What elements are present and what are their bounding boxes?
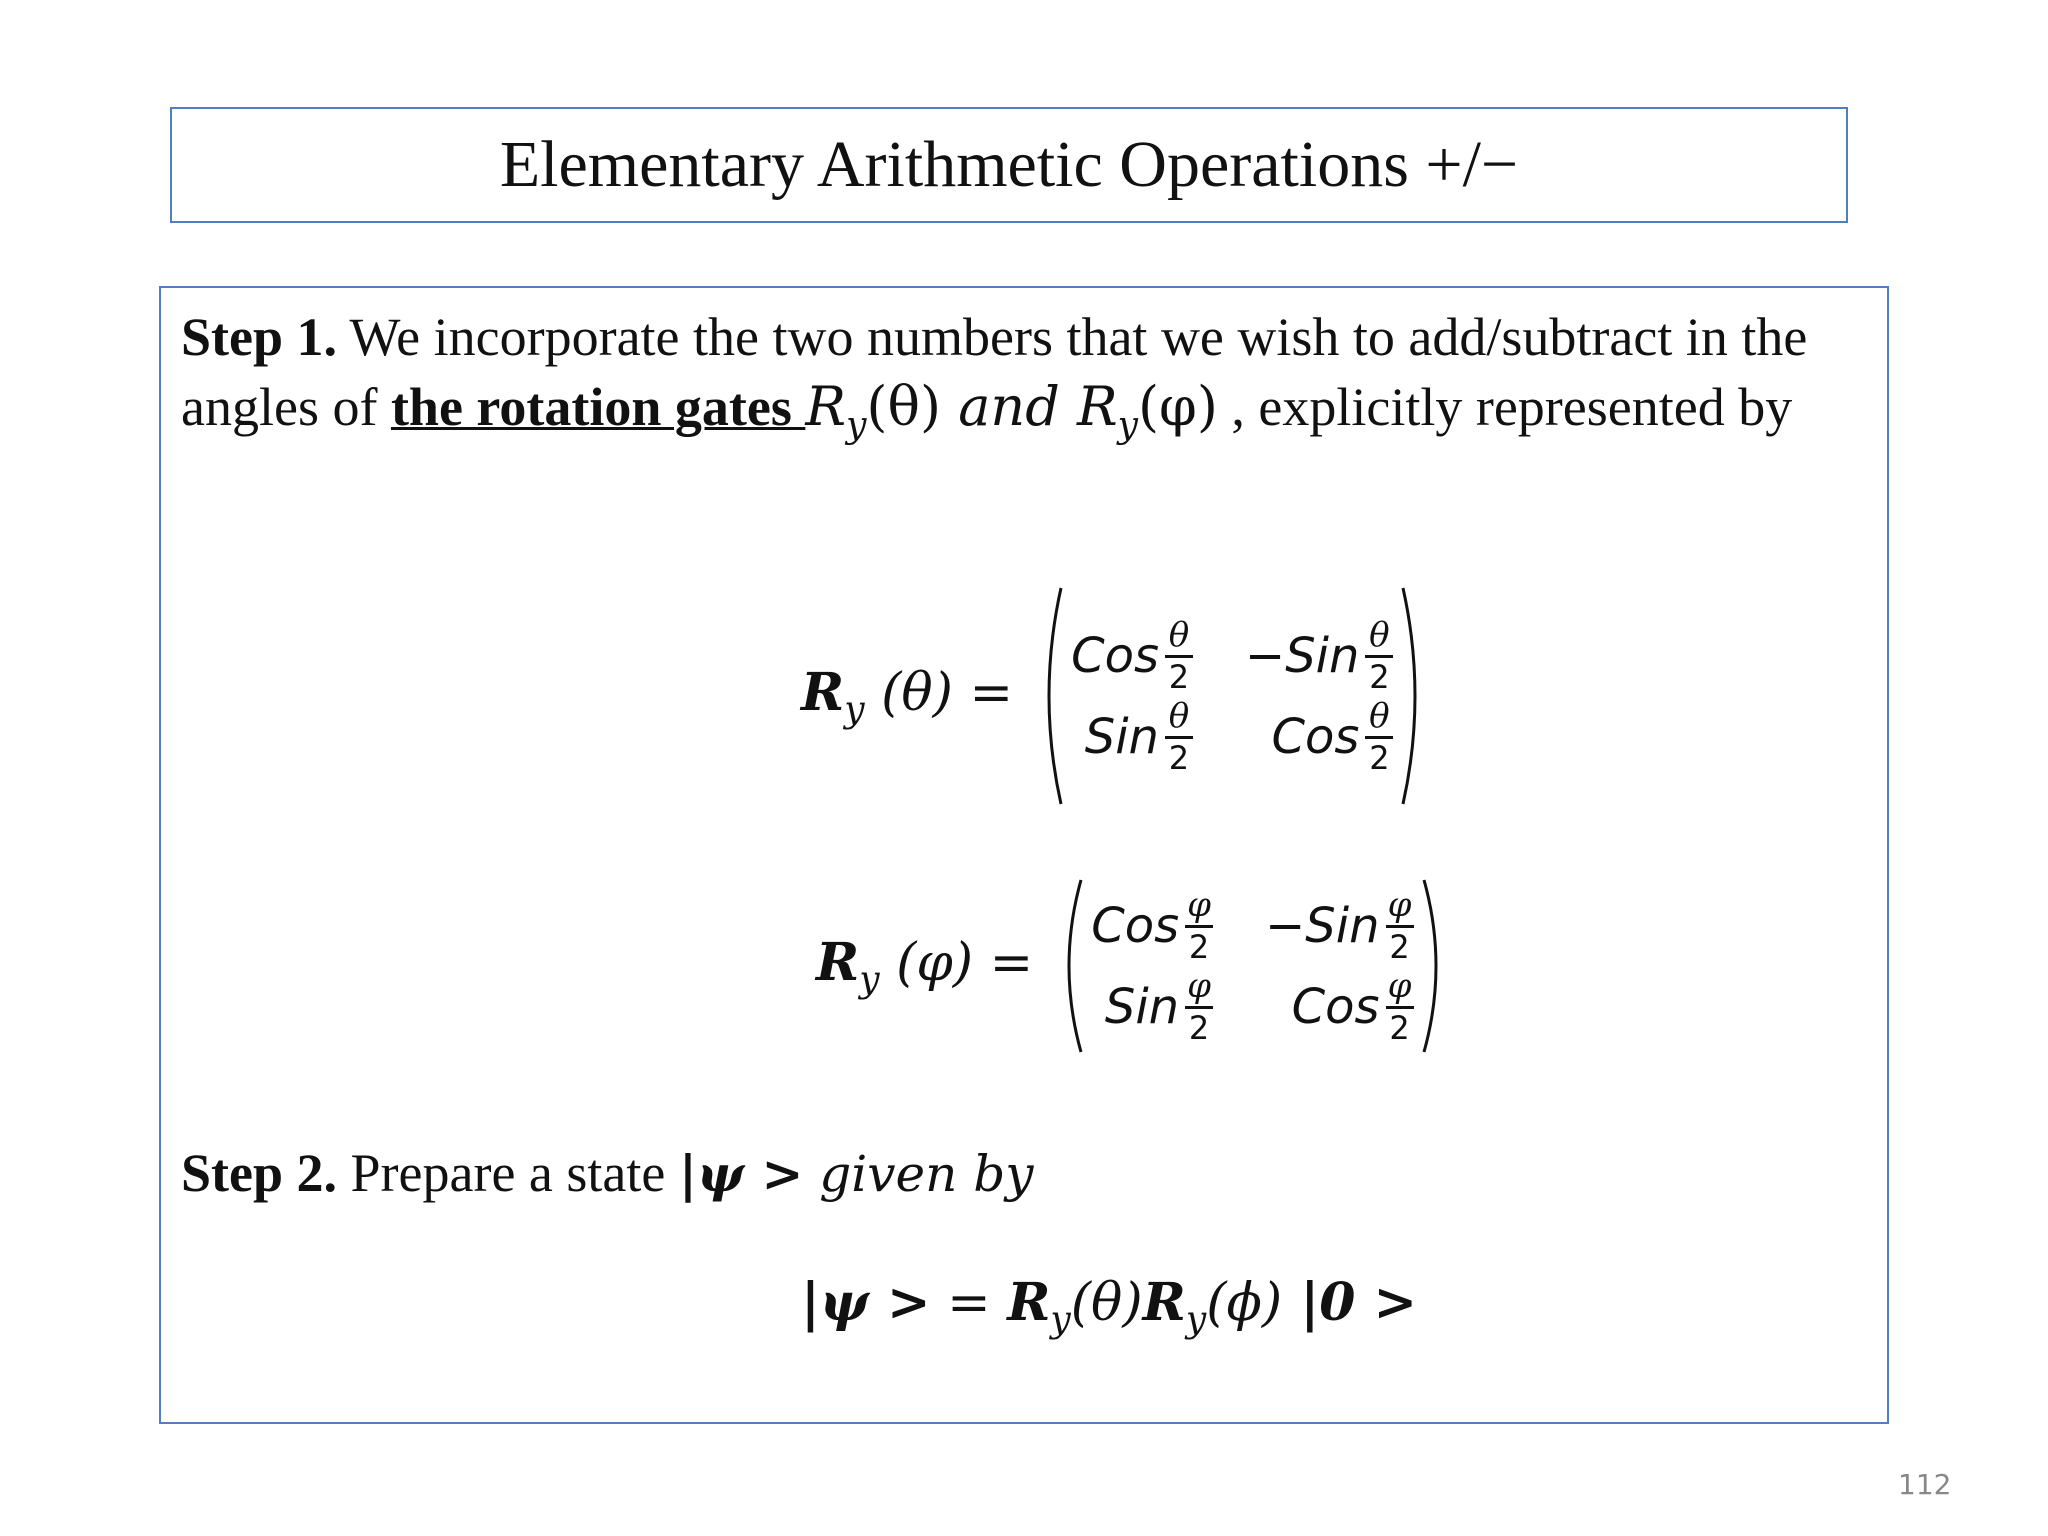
fraction-numerator: θ bbox=[1369, 615, 1390, 655]
step1-paragraph bbox=[181, 302, 1871, 461]
slide-title: Elementary Arithmetic Operations +/− bbox=[499, 128, 1519, 201]
matrix-cell-fraction bbox=[1185, 966, 1213, 1047]
rotation-gates-link-text: the rotation gates bbox=[390, 377, 806, 437]
fraction-numerator: θ bbox=[1369, 696, 1390, 736]
psi-ket: |ψ > bbox=[678, 1144, 804, 1203]
matrix-cell bbox=[1091, 966, 1213, 1047]
matrix-cell bbox=[1071, 615, 1193, 696]
fraction-denominator: 2 bbox=[1389, 1009, 1410, 1047]
matrix-cell-fraction bbox=[1165, 696, 1193, 777]
step1-text-b: , explicitly represented by bbox=[1217, 377, 1793, 437]
matrix-cell-fraction bbox=[1386, 966, 1414, 1047]
matrix-cell bbox=[1265, 885, 1413, 966]
left-paren bbox=[1035, 584, 1065, 808]
step2-label: Step 2. bbox=[181, 1143, 338, 1203]
fraction-denominator: 2 bbox=[1369, 739, 1390, 777]
and-word: and bbox=[941, 375, 1077, 438]
fraction-denominator: 2 bbox=[1188, 1009, 1210, 1047]
matrix-cell bbox=[1071, 696, 1193, 777]
matrix-theta bbox=[1035, 584, 1429, 808]
slide-title-box bbox=[170, 107, 1848, 223]
fraction-numerator: θ bbox=[1168, 696, 1190, 736]
step2-text: Prepare a state bbox=[337, 1143, 679, 1203]
matrix-cell-fraction bbox=[1386, 885, 1414, 966]
matrix-cell bbox=[1245, 696, 1393, 777]
ry-theta-inline: $R_y(\theta)$ bbox=[805, 375, 942, 446]
matrix-cell-function: Sin bbox=[1084, 708, 1159, 765]
fraction-numerator: φ bbox=[1387, 966, 1412, 1006]
final-equation: |ψ > = $R_y(\theta)R_y(\phi) |0$ > bbox=[801, 1272, 1418, 1341]
fraction-denominator: 2 bbox=[1168, 658, 1190, 696]
matrix-cell-function: Cos bbox=[1271, 708, 1360, 765]
matrix-cell-fraction bbox=[1365, 615, 1393, 696]
matrix-cell-function: Cos bbox=[1291, 978, 1380, 1035]
fraction-denominator: 2 bbox=[1369, 658, 1390, 696]
matrix-cell bbox=[1245, 615, 1393, 696]
matrix-cell-function: Cos bbox=[1071, 627, 1159, 684]
page-number: 112 bbox=[1898, 1468, 1952, 1501]
matrix-cell-fraction bbox=[1165, 615, 1193, 696]
matrix-cell bbox=[1265, 966, 1413, 1047]
fraction-numerator: φ bbox=[1187, 885, 1211, 925]
ry-phi-inline: $R_y(\varphi)$ bbox=[1076, 375, 1218, 446]
matrix-cell-function: Sin bbox=[1104, 978, 1180, 1035]
fraction-numerator: θ bbox=[1168, 615, 1190, 655]
matrix-theta-cells bbox=[1065, 615, 1399, 777]
matrix-cell bbox=[1091, 885, 1213, 966]
fraction-denominator: 2 bbox=[1168, 739, 1190, 777]
matrix-cell-function: −Sin bbox=[1244, 627, 1360, 684]
equation-ry-phi-lhs: $R_y$ (φ) = bbox=[816, 931, 1034, 1001]
right-paren bbox=[1420, 876, 1450, 1056]
fraction-denominator: 2 bbox=[1188, 928, 1210, 966]
matrix-cell-fraction bbox=[1185, 885, 1213, 966]
step1-label: Step 1. bbox=[181, 307, 338, 367]
matrix-phi bbox=[1055, 876, 1449, 1056]
matrix-cell-function: −Sin bbox=[1265, 897, 1380, 954]
equation-ry-theta-lhs: $R_y$ (θ) = bbox=[801, 661, 1014, 731]
content-box bbox=[159, 286, 1889, 1424]
step1-text-a: We incorporate the two numbers that we wish to add/subtract in the angles of bbox=[181, 307, 1808, 437]
left-paren bbox=[1055, 876, 1085, 1056]
matrix-cell-fraction bbox=[1365, 696, 1393, 777]
matrix-cell-function: Cos bbox=[1091, 897, 1180, 954]
step2-paragraph bbox=[181, 1138, 1033, 1209]
equation-ry-theta bbox=[801, 584, 1429, 808]
fraction-numerator: φ bbox=[1187, 966, 1211, 1006]
given-by-text: given by bbox=[803, 1145, 1034, 1203]
right-paren bbox=[1399, 584, 1429, 808]
fraction-numerator: φ bbox=[1387, 885, 1412, 925]
equation-ry-phi bbox=[816, 876, 1450, 1056]
fraction-denominator: 2 bbox=[1389, 928, 1410, 966]
matrix-phi-cells bbox=[1085, 885, 1419, 1047]
